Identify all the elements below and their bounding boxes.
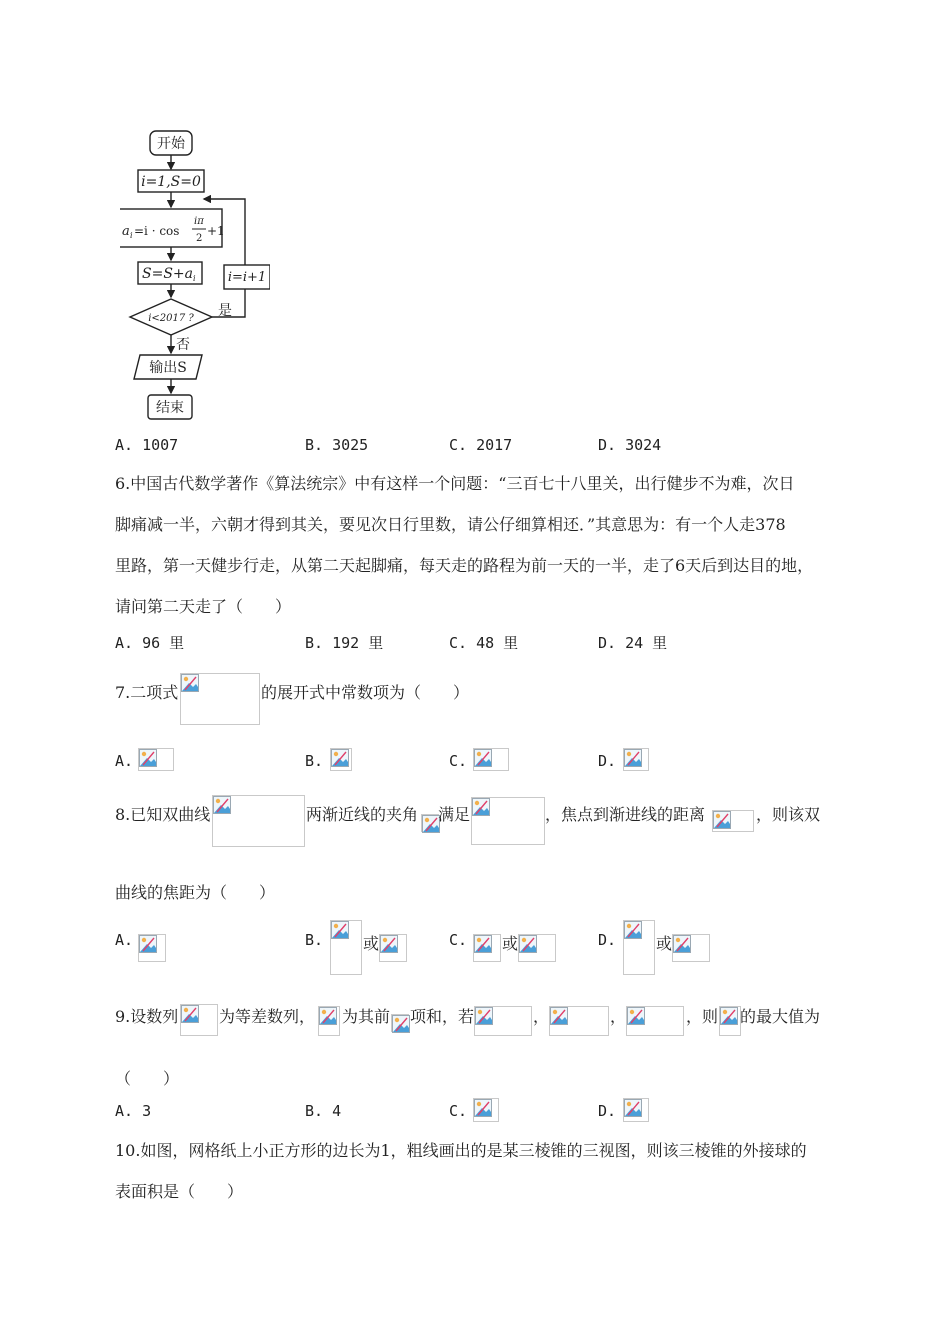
q8-text-2: 两渐近线的夹角: [306, 805, 419, 824]
no-label: 否: [176, 337, 190, 353]
q7-option-a: A.: [115, 752, 134, 770]
broken-image-icon: [712, 810, 754, 832]
broken-image-icon: [212, 795, 305, 847]
q6-option-b: B. 192 里: [305, 634, 384, 652]
broken-image-icon: [391, 1014, 409, 1032]
broken-image-icon: [518, 934, 556, 962]
q10-line-2: 表面积是（ ）: [115, 1182, 244, 1201]
q8-text-4: ，焦点到渐进线的距离: [545, 805, 706, 824]
q6-option-a: A. 96 里: [115, 634, 185, 652]
q6-line-3: 里路，第一天健步行走，从第二天起脚痛，每天走的路程为前一天的一半，走了6天后到达目的地，: [115, 556, 814, 575]
q5-option-c: C. 2017: [449, 436, 513, 454]
broken-image-icon: [330, 920, 362, 975]
broken-image-icon: [626, 1006, 684, 1036]
q8-option-a: A.: [115, 931, 134, 949]
q5-option-d: D. 3024: [598, 436, 662, 454]
broken-image-icon: [138, 748, 174, 771]
q8-text-1: 8.已知双曲线: [115, 805, 211, 824]
q7-option-c: C.: [449, 752, 468, 770]
q9-comma-2: ，: [610, 1007, 627, 1026]
q6-option-d: D. 24 里: [598, 634, 668, 652]
q9-option-a: A. 3: [115, 1102, 152, 1120]
q9-line-2: （ ）: [115, 1069, 180, 1088]
output-label: 输出S: [149, 360, 187, 376]
q8-or-c: 或: [502, 934, 519, 953]
broken-image-icon: [318, 1006, 340, 1036]
formula-plus: +1: [207, 224, 225, 238]
init-label: i=1,S=0: [141, 174, 201, 190]
q6-line-2: 脚痛减一半，六朝才得到其关，要见次日行里数，请公仔细算相还．”其意思为：有一个人走378: [115, 515, 786, 534]
q8-option-c: C.: [449, 931, 468, 949]
broken-image-icon: [623, 920, 655, 975]
formula-sub: i: [130, 231, 133, 240]
q9-text-6: 的最大值为: [740, 1007, 821, 1026]
q9-option-b: B. 4: [305, 1102, 342, 1120]
q9-text-4: 项和，若: [410, 1007, 475, 1026]
broken-image-icon: [473, 1098, 499, 1122]
q8-option-b: B.: [305, 931, 324, 949]
q10-line-1: 10.如图，网格纸上小正方形的边长为1，粗线画出的是某三棱锥的三视图，则该三棱锥的外接球的: [115, 1141, 807, 1160]
q9-option-c: C.: [449, 1102, 468, 1120]
increment-label: i=i+1: [227, 270, 267, 285]
broken-image-icon: [180, 1004, 218, 1036]
broken-image-icon: [672, 934, 710, 962]
q6-option-c: C. 48 里: [449, 634, 519, 652]
q5-option-a: A. 1007: [115, 436, 179, 454]
broken-image-icon: [138, 934, 166, 962]
q8-text-5: ，则该双: [756, 805, 821, 824]
broken-image-icon: [180, 673, 260, 725]
formula-eq: =i · cos: [134, 224, 180, 238]
q7-text-after: 的展开式中常数项为（ ）: [261, 683, 470, 702]
broken-image-icon: [549, 1006, 609, 1036]
q6-line-1: 6.中国古代数学著作《算法统宗》中有这样一个问题：“三百七十八里关，出行健步不为难，次日: [115, 474, 795, 493]
q9-text-5: ，则: [686, 1007, 719, 1026]
condition-label: i<2017 ?: [148, 313, 194, 324]
q9-text-1: 9.设数列: [115, 1007, 179, 1026]
broken-image-icon: [379, 934, 407, 962]
q9-option-d: D.: [598, 1102, 617, 1120]
q9-comma-1: ，: [533, 1007, 550, 1026]
broken-image-icon: [474, 1006, 532, 1036]
broken-image-icon: [473, 934, 501, 962]
broken-image-icon: [719, 1006, 741, 1036]
broken-image-icon: [330, 748, 352, 771]
sum-sub: i: [193, 274, 196, 283]
q8-text-3: 满足: [438, 805, 471, 824]
formula-num: iπ: [194, 216, 204, 227]
formula-lhs: a: [122, 224, 130, 239]
start-label: 开始: [157, 136, 185, 152]
broken-image-icon: [471, 797, 545, 845]
q7-option-d: D.: [598, 752, 617, 770]
sum-label: S=S+a: [142, 266, 193, 282]
q5-option-b: B. 3025: [305, 436, 369, 454]
q8-line-2: 曲线的焦距为（ ）: [115, 883, 276, 902]
q8-or-d: 或: [656, 934, 673, 953]
broken-image-icon: [623, 1098, 649, 1122]
q8-or-b: 或: [363, 934, 380, 953]
end-label: 结束: [156, 400, 184, 416]
broken-image-icon: [473, 748, 509, 771]
yes-label: 是: [218, 303, 232, 319]
q9-text-2: 为等差数列，: [219, 1007, 316, 1026]
q6-line-4: 请问第二天走了（ ）: [115, 597, 292, 616]
broken-image-icon: [421, 814, 439, 832]
flowchart: [120, 125, 270, 425]
q7-text-before: 7.二项式: [115, 683, 179, 702]
q7-option-b: B.: [305, 752, 324, 770]
formula-den: 2: [196, 233, 203, 244]
q8-option-d: D.: [598, 931, 617, 949]
q9-text-3: 为其前: [342, 1007, 391, 1026]
broken-image-icon: [623, 748, 649, 771]
